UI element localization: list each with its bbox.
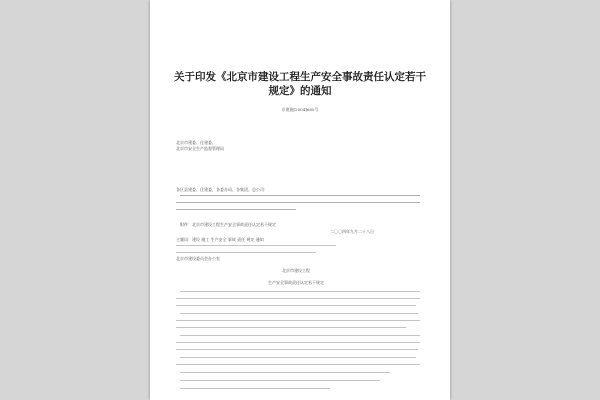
- issuer-line-1: 主题词：建设 施工 生产安全 事故 责任 规定 通知: [176, 237, 264, 242]
- issuer-line-2: 北京市建设委员会办公室: [176, 256, 220, 261]
- regulation-subtitle: 北京市建设工程: [282, 268, 310, 273]
- body-line: [176, 320, 420, 321]
- text-line: [180, 195, 420, 196]
- regulation-title: 生产安全事故责任认定若干规定: [268, 280, 324, 285]
- recipient-line-2: 北京市安全生产监督管理局: [176, 146, 224, 151]
- body-line: [180, 313, 418, 314]
- body-line: [176, 305, 416, 306]
- body-line: [176, 298, 420, 299]
- document-page: [150, 0, 450, 400]
- text-line: [176, 202, 420, 203]
- title-line-1: 关于印发《北京市建设工程生产安全事故责任认定若干: [174, 71, 426, 83]
- attachment-line: 附件：北京市建设工程生产安全事故责任认定若干规定: [180, 222, 276, 227]
- body-line: [180, 372, 390, 373]
- body-line: [180, 357, 416, 358]
- body-line: [180, 291, 420, 292]
- document-title: [168, 70, 432, 98]
- body-line: [176, 327, 406, 328]
- issue-date-top: 二〇〇四年九月二十八日: [330, 229, 374, 234]
- recipient-line-1: 北京市建委、住建委、: [176, 140, 216, 145]
- body-line: [176, 342, 420, 343]
- body-line: [180, 380, 380, 381]
- text-line: [176, 209, 296, 210]
- text-line: [176, 252, 316, 253]
- body-line: [180, 388, 330, 389]
- salutation: 各区县建委、住建委，各委办局、各集团、总公司：: [176, 187, 268, 192]
- body-line: [176, 364, 420, 365]
- body-line: [176, 349, 418, 350]
- title-line-2: 规定》的通知: [268, 85, 332, 97]
- body-line: [180, 335, 420, 336]
- text-line: [176, 245, 336, 246]
- document-number: 京建施[2004]685号: [281, 107, 319, 112]
